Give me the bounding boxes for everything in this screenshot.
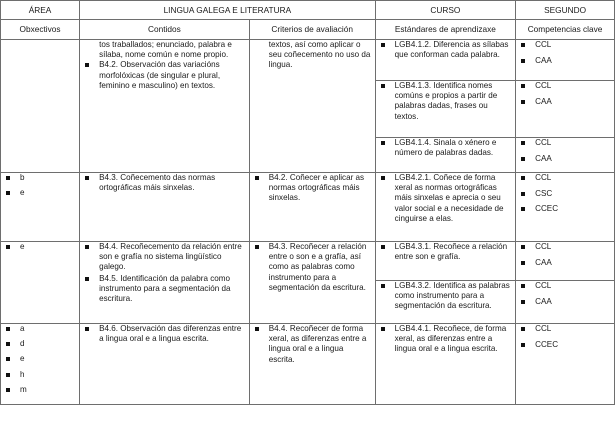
criteria-cell (249, 242, 375, 324)
competence-item: CCL (519, 242, 611, 252)
content-item: B4.5. Identificación da palabra como instrumento para a segmentación da escritura. (83, 274, 246, 305)
criteria-cell (249, 173, 375, 242)
competences-header: Competencias clave (516, 20, 615, 40)
standard-item: LGB4.1.2. Diferencia as sílabas que conforman cada palabra. (379, 40, 512, 60)
criteria-header: Criterios de avaliación (249, 20, 375, 40)
standard-cell (375, 324, 515, 405)
competence-item: CAA (519, 258, 611, 268)
criteria-cell (249, 324, 375, 405)
standard-item: LGB4.4.1. Recoñece, de forma xeral, as diferenzas entre a lingua oral e a lingua escrita. (379, 324, 512, 355)
competence-item: CCEC (519, 204, 611, 214)
competence-item: CCL (519, 40, 611, 50)
criteria-item: B4.3. Recoñecer a relación entre o son e a grafía, así como as palabras como instrumento para a segmentación da escritura. (253, 242, 372, 293)
contents-cell (80, 173, 250, 242)
objectives-cell (1, 40, 80, 173)
standard-cell (375, 81, 515, 138)
standard-cell (375, 40, 515, 81)
competence-item: CCL (519, 138, 611, 148)
criteria-item: B4.2. Coñecer e aplicar as normas ortográficas máis sinxelas. (253, 173, 372, 204)
competences-cell (516, 281, 615, 324)
objectives-header: Obxectivos (1, 20, 80, 40)
objective-item: d (4, 339, 76, 349)
competence-item: CAA (519, 97, 611, 107)
content-item: B4.4. Recoñecemento da relación entre son e grafía no sistema lingüístico galego. (83, 242, 246, 273)
header-row (1, 1, 615, 20)
objective-item: h (4, 370, 76, 380)
subject-header: LINGUA GALEGA E LITERATURA (80, 1, 376, 20)
standards-header: Estándares de aprendizaxe (375, 20, 515, 40)
objective-item: e (4, 354, 76, 364)
standard-item: LGB4.3.1. Recoñece a relación entre son e grafía. (379, 242, 512, 262)
subheader-row (1, 20, 615, 40)
competence-item: CAA (519, 154, 611, 164)
grade-header: SEGUNDO (516, 1, 615, 20)
content-item: B4.3. Coñecemento das normas ortográficas máis sinxelas. (83, 173, 246, 193)
area-header: ÁREA (1, 1, 80, 20)
contents-cell (80, 324, 250, 405)
competence-item: CSC (519, 189, 611, 199)
content-item: B4.6. Observación das diferenzas entre a lingua oral e a lingua escrita. (83, 324, 246, 344)
competence-item: CCL (519, 173, 611, 183)
competences-cell (516, 324, 615, 405)
table-row (1, 173, 615, 242)
competence-item: CCL (519, 281, 611, 291)
objective-item: a (4, 324, 76, 334)
competences-cell (516, 40, 615, 81)
competences-cell (516, 138, 615, 173)
objective-item: e (4, 242, 76, 252)
competence-item: CAA (519, 56, 611, 66)
competence-item: CAA (519, 297, 611, 307)
standard-item: LGB4.1.3. Identifica nomes comúns e propios a partir de palabras dadas, frases ou textos. (379, 81, 512, 122)
objective-item: e (4, 188, 76, 198)
competences-cell (516, 242, 615, 281)
table-row (1, 242, 615, 281)
course-header: CURSO (375, 1, 515, 20)
standard-cell (375, 281, 515, 324)
criteria-item: B4.4. Recoñecer de forma xeral, as diferenzas entre a lingua oral e a lingua escrita. (253, 324, 372, 365)
standard-cell (375, 173, 515, 242)
criteria-item: textos, así como aplicar o seu coñecemento no uso da lingua. (268, 40, 371, 70)
standard-item: LGB4.3.2. Identifica as palabras como instrumento para a segmentación da escritura. (379, 281, 512, 312)
competence-item: CCEC (519, 340, 611, 350)
table-row (1, 40, 615, 81)
objective-item: b (4, 173, 76, 183)
content-item: B4.2. Observación das variacións morfolóxicas (de singular e plural, feminino e masculino) en textos. (83, 60, 246, 91)
standard-item: LGB4.2.1. Coñece de forma xeral as normas ortográficas máis sinxelas e aprecia o seu valor social e a necesidade de cinguirse a elas. (379, 173, 512, 224)
contents-header: Contidos (80, 20, 250, 40)
criteria-cell (249, 40, 375, 173)
objective-item: m (4, 385, 76, 395)
objectives-cell (1, 173, 80, 242)
objectives-cell (1, 324, 80, 405)
competences-cell (516, 173, 615, 242)
competences-cell (516, 81, 615, 138)
objectives-cell (1, 242, 80, 324)
standard-item: LGB4.1.4. Sinala o xénero e número de palabras dadas. (379, 138, 512, 158)
standard-cell (375, 242, 515, 281)
contents-cell (80, 40, 250, 173)
content-item: tos traballados; enunciado, palabra e sílaba, nome común e nome propio. (99, 40, 232, 60)
competence-item: CCL (519, 324, 611, 334)
contents-cell (80, 242, 250, 324)
table-row (1, 324, 615, 405)
competence-item: CCL (519, 81, 611, 91)
standard-cell (375, 138, 515, 173)
